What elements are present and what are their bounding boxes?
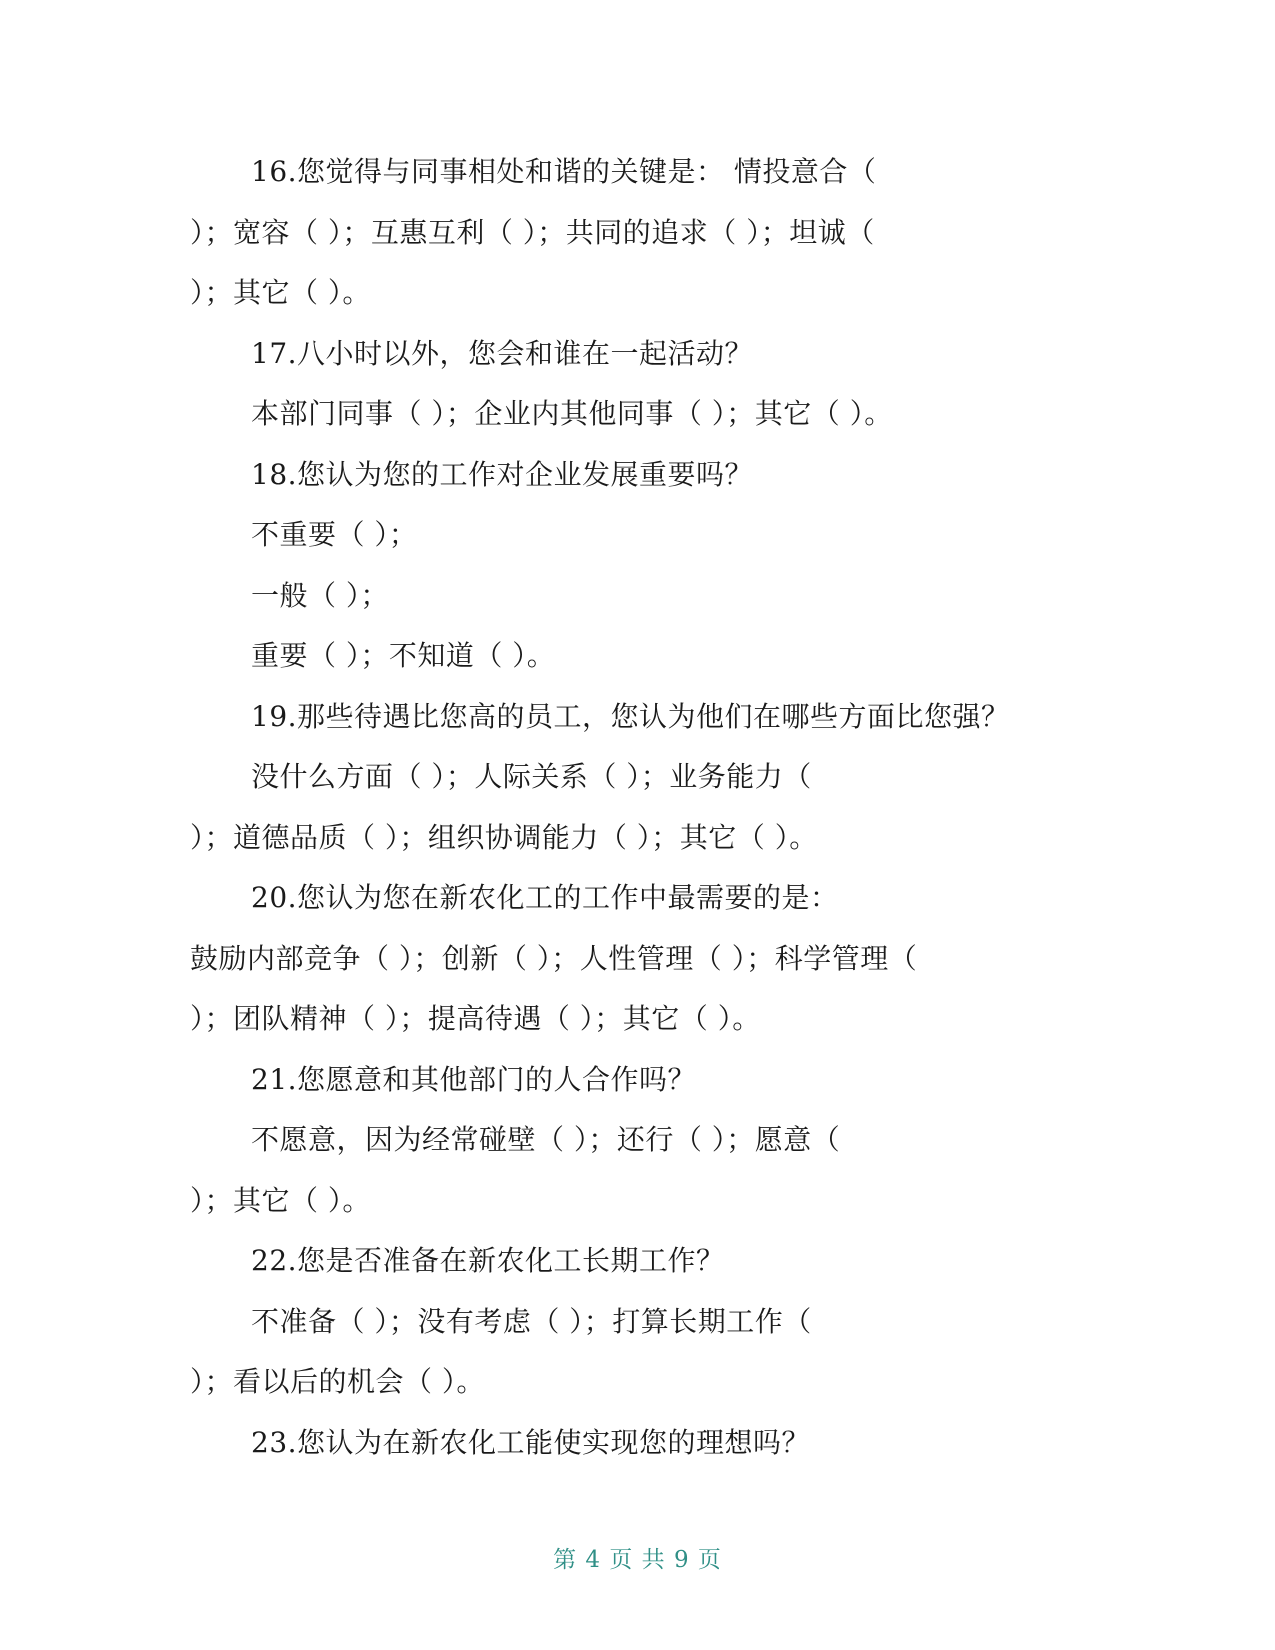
- q17-options-line: 本部门同事（ ）；企业内其他同事（ ）；其它（ ）。: [251, 397, 893, 430]
- q18-option-average: 一般（ ）；: [251, 578, 389, 612]
- q20-options-line-1: 鼓励内部竞争（ ）；创新（ ）；人性管理（ ）；科学管理（: [190, 941, 918, 975]
- q17-question-line: 17.八小时以外，您会和谁在一起活动？: [251, 336, 754, 370]
- page-number-footer: 第 4 页 共 9 页: [553, 1547, 722, 1573]
- q18-option-not-important: 不重要（ ）；: [251, 518, 418, 551]
- document-body: [190, 142, 1085, 1473]
- q19-options-line-2: ）；道德品质（ ）；组织协调能力（ ）；其它（ ）。: [190, 820, 818, 854]
- q18-question-line: 18.您认为您的工作对企业发展重要吗？: [251, 457, 754, 491]
- q20-question-line: 20.您认为您在新农化工的工作中最需要的是：: [251, 881, 839, 914]
- q16-options-line-1: ）；宽容（ ）；互惠互利（ ）；共同的追求（ ）；坦诚（: [190, 215, 875, 249]
- q21-options-line-2: ）；其它（ ）。: [190, 1183, 371, 1217]
- q19-question-line: 19.那些待遇比您高的员工，您认为他们在哪些方面比您强？: [251, 699, 1010, 733]
- q16-question-line: 16.您觉得与同事相处和谐的关键是： 情投意合（: [251, 155, 877, 188]
- q16-options-line-2: ）；其它（ ）。: [190, 276, 371, 309]
- q19-options-line-1: 没什么方面（ ）；人际关系（ ）；业务能力（: [251, 760, 812, 793]
- q22-question-line: 22.您是否准备在新农化工长期工作？: [251, 1244, 725, 1277]
- q21-options-line-1: 不愿意，因为经常碰壁（ ）；还行（ ）；愿意（: [251, 1123, 841, 1156]
- q23-question-line: 23.您认为在新农化工能使实现您的理想吗？: [251, 1425, 811, 1459]
- q21-question-line: 21.您愿意和其他部门的人合作吗？: [251, 1062, 697, 1096]
- q18-option-important: 重要（ ）；不知道（ ）。: [251, 639, 556, 672]
- q22-options-line-2: ）；看以后的机会（ ）。: [190, 1365, 485, 1398]
- q20-options-line-2: ）；团队精神（ ）；提高待遇（ ）；其它（ ）。: [190, 1002, 761, 1035]
- q22-options-line-1: 不准备（ ）；没有考虑（ ）；打算长期工作（: [251, 1304, 812, 1338]
